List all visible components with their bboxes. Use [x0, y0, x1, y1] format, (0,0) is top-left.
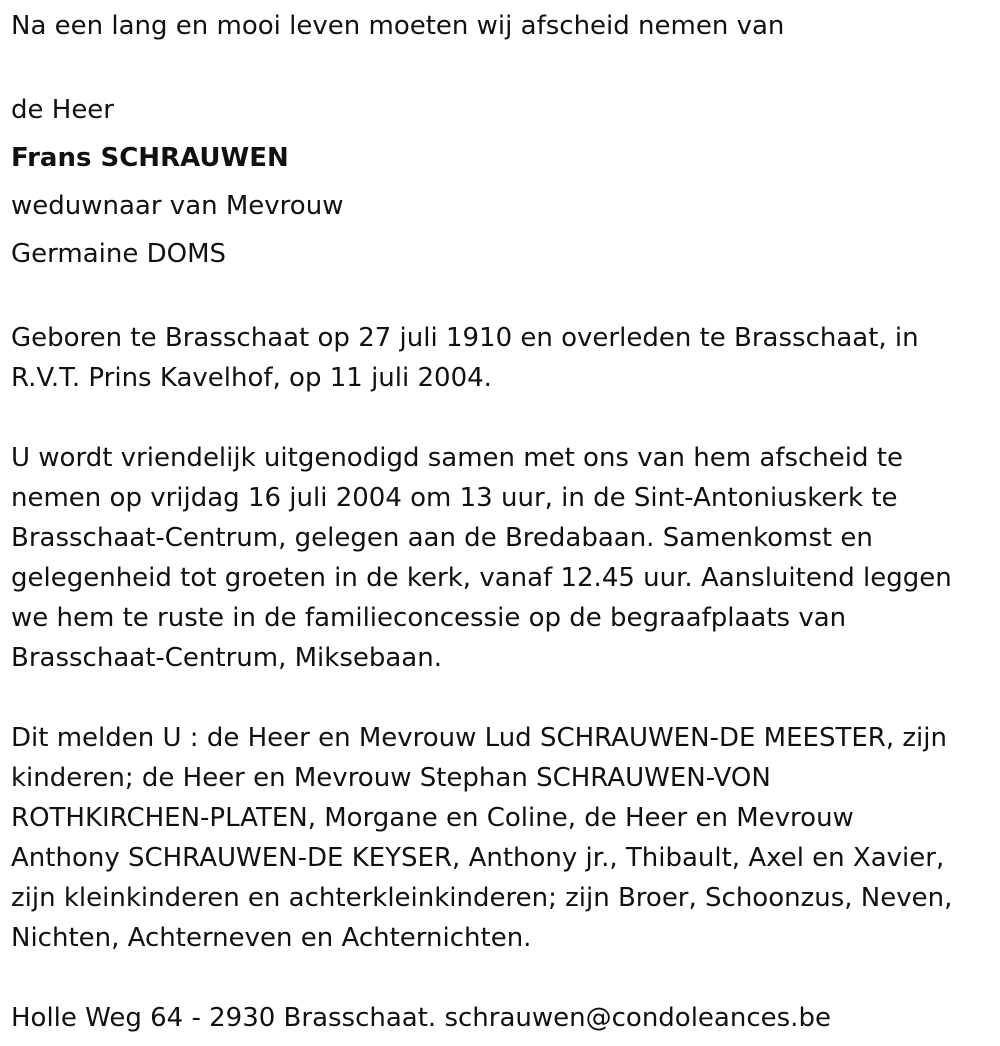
invitation-line: gelegenheid tot groeten in de kerk, vanaf 12.45 uur. Aansluitend leggen: [11, 563, 952, 593]
family-line: Dit melden U : de Heer en Mevrouw Lud SCHRAUWEN-DE MEESTER, zijn: [11, 723, 947, 753]
spacer: [11, 278, 1000, 318]
invitation-line: Brasschaat-Centrum, Miksebaan.: [11, 643, 442, 673]
intro-text: Na een lang en mooi leven moeten wij afscheid nemen van: [11, 11, 785, 41]
invitation-line: Brasschaat-Centrum, gelegen aan de Bredabaan. Samenkomst en: [11, 523, 873, 553]
birth-line: R.V.T. Prins Kavelhof, op 11 juli 2004.: [11, 363, 492, 393]
birth-line: Geboren te Brasschaat op 27 juli 1910 en overleden te Brasschaat, in: [11, 323, 919, 353]
family-line: zijn kleinkinderen en achterkleinkinderen; zijn Broer, Schoonzus, Neven,: [11, 883, 953, 913]
birth-death-paragraph: [11, 318, 1000, 398]
contact-line: Holle Weg 64 - 2930 Brasschaat. schrauwen@condoleances.be: [11, 1003, 831, 1033]
invitation-line: nemen op vrijdag 16 juli 2004 om 13 uur, in de Sint-Antoniuskerk te: [11, 483, 898, 513]
widower-line: weduwnaar van Mevrouw: [11, 191, 344, 221]
spacer: [11, 398, 1000, 438]
invitation-paragraph: [11, 438, 1000, 678]
spacer: [11, 958, 1000, 998]
family-line: kinderen; de Heer en Mevrouw Stephan SCHRAUWEN-VON: [11, 763, 771, 793]
spacer: [11, 678, 1000, 718]
family-line: Anthony SCHRAUWEN-DE KEYSER, Anthony jr., Thibault, Axel en Xavier,: [11, 843, 945, 873]
deceased-block: [11, 86, 1000, 278]
invitation-line: we hem te ruste in de familieconcessie op de begraafplaats van: [11, 603, 847, 633]
spouse-name: Germaine DOMS: [11, 239, 227, 269]
honorific: de Heer: [11, 95, 114, 125]
spacer: [11, 46, 1000, 86]
invitation-line: U wordt vriendelijk uitgenodigd samen met ons van hem afscheid te: [11, 443, 903, 473]
family-line: Nichten, Achterneven en Achternichten.: [11, 923, 532, 953]
family-paragraph: [11, 718, 1000, 958]
family-line: ROTHKIRCHEN-PLATEN, Morgane en Coline, de Heer en Mevrouw: [11, 803, 854, 833]
deceased-name: Frans SCHRAUWEN: [11, 143, 289, 173]
